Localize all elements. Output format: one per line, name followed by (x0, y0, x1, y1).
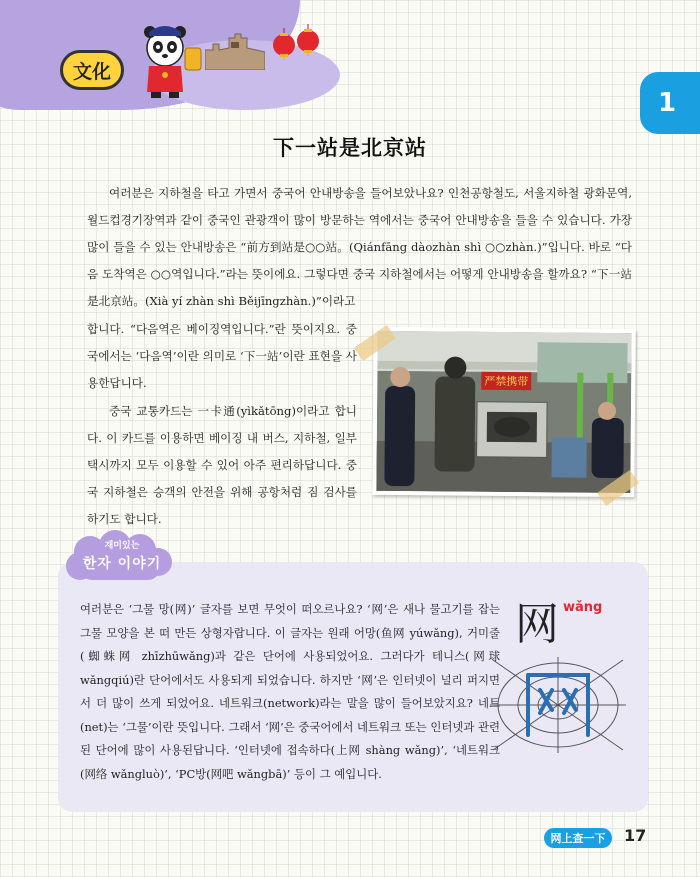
chapter-number: 1 (658, 88, 677, 118)
paragraph-next-station: 합니다. “다음역은 베이징역입니다.”란 뜻이지요. 중국에서는 ‘다음역’이란 의미로 ‘下一站’이란 표현을 사용한답니다. (87, 322, 357, 390)
panda-mascot-icon (135, 20, 205, 100)
paragraph-intro-text: 여러분은 지하철을 타고 가면서 중국어 안내방송을 들어보았나요? 인천공항철도, 서울지하철 광화문역, 월드컵경기장역과 같이 중국인 관광객이 많이 방문하는 역에서는 중국어 안내방송을 들을 수 있습니다. 가장 많이 들을 수 있는 안내방송은 “前方到站是○○站。(Qiánfāng dàozhàn shì ○○zhàn.)”입니다. 바로 “다음 도착역은 ○○역입니다.”라는 뜻이에요. 그렇다면 중국 지하철에서는 어떻게 안내방송을 할까요? “下一站是北京站。(Xià yí zhàn shì Běijīngzhàn.)”이라고 (87, 186, 632, 308)
section-badge: 文化 (60, 50, 124, 90)
spider-web-icon (488, 655, 628, 755)
photo-sign-text: 严禁携带 (484, 374, 529, 389)
lantern-icon (296, 24, 320, 56)
chapter-tab (640, 72, 700, 134)
great-wall-icon (205, 30, 265, 70)
story-label-main: 한자 이야기 (82, 556, 162, 572)
story-text: 여러분은 ‘그물 망(网)’ 글자를 보면 무엇이 떠오르나요? ‘网’은 새나 물고기를 잡는 그물 모양을 본 떠 만든 상형자랍니다. 이 글자는 원래 어망(鱼网 yúwǎng), 거미줄(蜘蛛网 zhīzhūwǎng)과 같은 단어에 사용되었어요. 그러다가 테니스(网球 wǎngqiú)란 단어에서도 사용되게 되었습니다. 하지만 ‘网’은 인터넷이 널리 퍼지면서 더 많이 쓰게 되었어요. 네트워크(network)라는 말을 많이 들어보았지요? 네트(net)는 ‘그물’이란 뜻입니다. 그래서 ‘网’은 중국어에서 네트워크 또는 인터넷과 관련된 단어에 많이 사용된답니다. ‘인터넷에 접속하다(上网 shàng wǎng)’, ‘네트워크(网络 wǎngluò)’, ‘PC방(网吧 wǎngbā)’ 등이 그 예입니다. (80, 602, 500, 781)
hanzi-pinyin: wǎng (563, 600, 603, 615)
paragraph-transport-card (87, 398, 357, 533)
search-online-tag: 网上查一下 (544, 828, 612, 848)
subway-photo-image (376, 331, 631, 493)
paragraph-transport-card-text: 중국 교통카드는 一卡通(yìkǎtōng)이라고 합니다. 이 카드를 이용하면 베이징 내 버스, 지하철, 일부 택시까지 모두 이용할 수 있어 아주 편리하답니다. 중국 지하철은 승객의 안전을 위해 공항처럼 짐 검사를 하기도 합니다. (87, 404, 357, 526)
story-label-small: 재미있는 (104, 541, 140, 551)
page-title: 下一站是北京站 (273, 136, 427, 160)
subway-security-photo (372, 327, 635, 497)
lantern-icon (272, 28, 296, 60)
hanzi-character: 网 (515, 599, 559, 650)
page-number: 17 (624, 826, 647, 845)
paragraph-intro (87, 180, 632, 315)
